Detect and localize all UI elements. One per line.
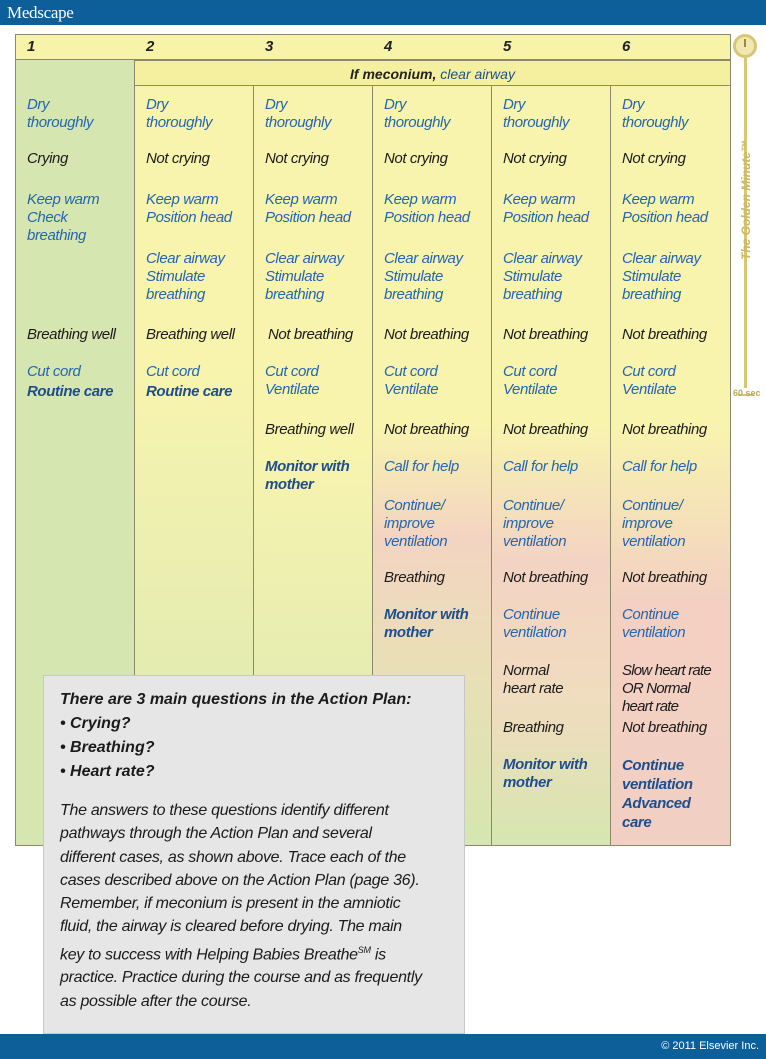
c5-hr-l2: heart rate (503, 680, 564, 697)
c5-dry-l2: thoroughly (503, 114, 570, 131)
c3-monitor (265, 458, 349, 494)
c5-cont (503, 497, 566, 551)
c5-cord-l2: Ventilate (503, 381, 558, 398)
c3-cord-l2: Ventilate (265, 381, 320, 398)
c4-breath: Not breathing (384, 326, 469, 343)
c5-breath2: Not breathing (503, 421, 588, 438)
c5-clear-l3: breathing (503, 286, 562, 303)
c4-cord-l1: Cut cord (384, 363, 438, 380)
c2-cord: Cut cord (146, 363, 200, 380)
c3-monitor-l2: mother (265, 476, 314, 493)
c4-help: Call for help (384, 458, 459, 475)
c5-cord-l1: Cut cord (503, 363, 557, 380)
column-header-4: 4 (384, 38, 393, 55)
c2-warm-l2: Position head (146, 209, 232, 226)
summary-line-7-end: is (370, 946, 386, 964)
c6-dry (622, 96, 688, 132)
c3-clear (265, 250, 344, 304)
summary-body (60, 799, 455, 1013)
c1-warm-l2: Check (27, 209, 68, 226)
c6-final-l3: Advanced (622, 795, 691, 812)
c6-help: Call for help (622, 458, 697, 475)
c2-clear (146, 250, 225, 304)
c4-status: Not crying (384, 150, 448, 167)
c4-dry (384, 96, 450, 132)
summary-line-9: as possible after the course. (60, 992, 252, 1010)
c6-cont-l1: Continue/ (622, 497, 683, 514)
summary-line-7-text: key to success with Helping Babies Breathe (60, 946, 358, 964)
summary-title: There are 3 main questions in the Action Plan: (60, 691, 412, 708)
c5-cont-l3: ventilation (503, 533, 567, 550)
c3-dry (265, 96, 331, 132)
c2-dry-l2: thoroughly (146, 114, 213, 131)
summary-line-6: fluid, the airway is cleared before drying. The main (60, 918, 402, 936)
summary-line-4: cases described above on the Action Plan (page 36). (60, 871, 420, 889)
c1-dry-l2: thoroughly (27, 114, 94, 131)
c5-hr (503, 662, 563, 698)
c3-dry-l2: thoroughly (265, 114, 332, 131)
summary-line-8: practice. Practice during the course and as frequently (60, 969, 422, 987)
c6-status: Not crying (622, 150, 686, 167)
c6-breath2: Not breathing (622, 421, 707, 438)
c4-cont (384, 497, 447, 551)
c3-warm-l2: Position head (265, 209, 351, 226)
c5-hr-l1: Normal (503, 662, 549, 679)
bullet-crying: • Crying? (60, 715, 131, 732)
copyright-text: © 2011 Elsevier Inc. (661, 1040, 759, 1052)
c6-breath3: Not breathing (622, 569, 707, 586)
c5-warm (503, 191, 589, 227)
c6-warm (622, 191, 708, 227)
c6-clear-l3: breathing (622, 286, 681, 303)
c3-cord-l1: Cut cord (265, 363, 319, 380)
column-header-1: 1 (27, 38, 36, 55)
bottom-bar (0, 1034, 766, 1059)
c6-clear-l1: Clear airway (622, 250, 701, 267)
c6-cont2-l1: Continue (622, 606, 679, 623)
c4-warm-l1: Keep warm (384, 191, 457, 208)
c5-clear-l1: Clear airway (503, 250, 582, 267)
c4-cont-l2: improve (384, 515, 435, 532)
c5-breath3: Not breathing (503, 569, 588, 586)
c6-final-l4: care (622, 814, 652, 831)
c5-breath4: Breathing (503, 719, 564, 736)
top-bar (0, 0, 766, 25)
c3-breath2: Breathing well (265, 421, 354, 438)
c6-final (622, 756, 693, 832)
c1-cord: Cut cord (27, 363, 81, 380)
c1-breath: Breathing well (27, 326, 116, 343)
c1-warm (27, 191, 99, 245)
column-header-2: 2 (146, 38, 155, 55)
c2-breath: Breathing well (146, 326, 235, 343)
c5-cont2-l1: Continue (503, 606, 560, 623)
medscape-logo: Medscape (7, 3, 74, 22)
meconium-banner (134, 60, 731, 86)
c2-warm (146, 191, 232, 227)
c3-breath: Not breathing (268, 326, 353, 343)
c5-clear (503, 250, 582, 304)
c6-hr-l2: OR Normal (622, 680, 690, 697)
c5-cont-l2: improve (503, 515, 554, 532)
c5-status: Not crying (503, 150, 567, 167)
c3-cord (265, 363, 319, 399)
c3-clear-l1: Clear airway (265, 250, 344, 267)
c1-status: Crying (27, 150, 68, 167)
summary-line-3: different cases, as shown above. Trace each of the (60, 848, 406, 866)
c4-cord (384, 363, 438, 399)
service-mark: SM (357, 944, 371, 955)
c6-hr-l3: heart rate (622, 698, 679, 715)
c6-cord-l2: Ventilate (622, 381, 677, 398)
summary-line-5: Remember, if meconium is present in the amniotic (60, 895, 401, 913)
c2-dry-l1: Dry (146, 96, 169, 113)
c3-dry-l1: Dry (265, 96, 288, 113)
c5-monitor-l2: mother (503, 774, 552, 791)
c4-dry-l2: thoroughly (384, 114, 451, 131)
bullet-heart-rate: • Heart rate? (60, 763, 155, 780)
c4-clear (384, 250, 463, 304)
summary-line-1: The answers to these questions identify different (60, 802, 389, 819)
c2-warm-l1: Keep warm (146, 191, 219, 208)
c1-dry-l1: Dry (27, 96, 50, 113)
c6-cont2 (622, 606, 685, 642)
c5-cont2 (503, 606, 566, 642)
c5-cont-l1: Continue/ (503, 497, 564, 514)
c6-hr (622, 662, 711, 716)
c5-clear-l2: Stimulate (503, 268, 562, 285)
c6-warm-l2: Position head (622, 209, 708, 226)
c6-clear-l2: Stimulate (622, 268, 681, 285)
c4-dry-l1: Dry (384, 96, 407, 113)
c1-dry (27, 96, 93, 132)
c5-monitor (503, 756, 587, 792)
c6-dry-l1: Dry (622, 96, 645, 113)
c4-clear-l1: Clear airway (384, 250, 463, 267)
c5-monitor-l1: Monitor with (503, 756, 588, 773)
c1-care: Routine care (27, 383, 114, 400)
c5-cord (503, 363, 557, 399)
sixty-sec-label: 60 sec (733, 388, 761, 398)
meconium-label: If meconium, (350, 66, 437, 82)
c6-final-l2: ventilation (622, 776, 693, 793)
c4-breath3: Breathing (384, 569, 445, 586)
c3-clear-l3: breathing (265, 286, 324, 303)
c6-cont-l3: ventilation (622, 533, 686, 550)
c6-cont-l2: improve (622, 515, 673, 532)
summary-line-2: pathways through the Action Plan and several (60, 825, 372, 843)
summary-line-7 (60, 939, 455, 967)
c3-warm (265, 191, 351, 227)
c2-status: Not crying (146, 150, 210, 167)
c6-cord (622, 363, 676, 399)
c4-cont-l1: Continue/ (384, 497, 445, 514)
c4-cont-l3: ventilation (384, 533, 448, 550)
c2-clear-l3: breathing (146, 286, 205, 303)
c3-status: Not crying (265, 150, 329, 167)
c6-final-l1: Continue (622, 757, 684, 774)
column-header-5: 5 (503, 38, 512, 55)
c6-clear (622, 250, 701, 304)
bullet-breathing: • Breathing? (60, 739, 155, 756)
c3-clear-l2: Stimulate (265, 268, 324, 285)
c2-dry (146, 96, 212, 132)
c5-dry-l1: Dry (503, 96, 526, 113)
c3-monitor-l1: Monitor with (265, 458, 350, 475)
c4-monitor (384, 606, 468, 642)
c6-dry-l2: thoroughly (622, 114, 689, 131)
c4-warm-l2: Position head (384, 209, 470, 226)
c5-dry (503, 96, 569, 132)
c6-cont (622, 497, 685, 551)
column-header-6: 6 (622, 38, 631, 55)
column-header-3: 3 (265, 38, 274, 55)
c2-clear-l1: Clear airway (146, 250, 225, 267)
c2-clear-l2: Stimulate (146, 268, 205, 285)
c6-breath4: Not breathing (622, 719, 707, 736)
c5-cont2-l2: ventilation (503, 624, 567, 641)
c4-breath2: Not breathing (384, 421, 469, 438)
c3-warm-l1: Keep warm (265, 191, 338, 208)
c6-cord-l1: Cut cord (622, 363, 676, 380)
c6-warm-l1: Keep warm (622, 191, 695, 208)
c6-cont2-l2: ventilation (622, 624, 686, 641)
c4-monitor-l1: Monitor with (384, 606, 469, 623)
c6-breath: Not breathing (622, 326, 707, 343)
c1-warm-l1: Keep warm (27, 191, 100, 208)
stopwatch-hand (744, 39, 746, 47)
c4-warm (384, 191, 470, 227)
c4-clear-l3: breathing (384, 286, 443, 303)
golden-minute-label: The Golden Minute™ (739, 140, 753, 260)
c5-warm-l1: Keep warm (503, 191, 576, 208)
c6-hr-l1: Slow heart rate (622, 662, 711, 679)
meconium-action: clear airway (436, 66, 515, 82)
c4-cord-l2: Ventilate (384, 381, 439, 398)
c5-warm-l2: Position head (503, 209, 589, 226)
c5-breath: Not breathing (503, 326, 588, 343)
c2-care: Routine care (146, 383, 233, 400)
c5-help: Call for help (503, 458, 578, 475)
c4-clear-l2: Stimulate (384, 268, 443, 285)
c1-warm-l3: breathing (27, 227, 86, 244)
c4-monitor-l2: mother (384, 624, 433, 641)
